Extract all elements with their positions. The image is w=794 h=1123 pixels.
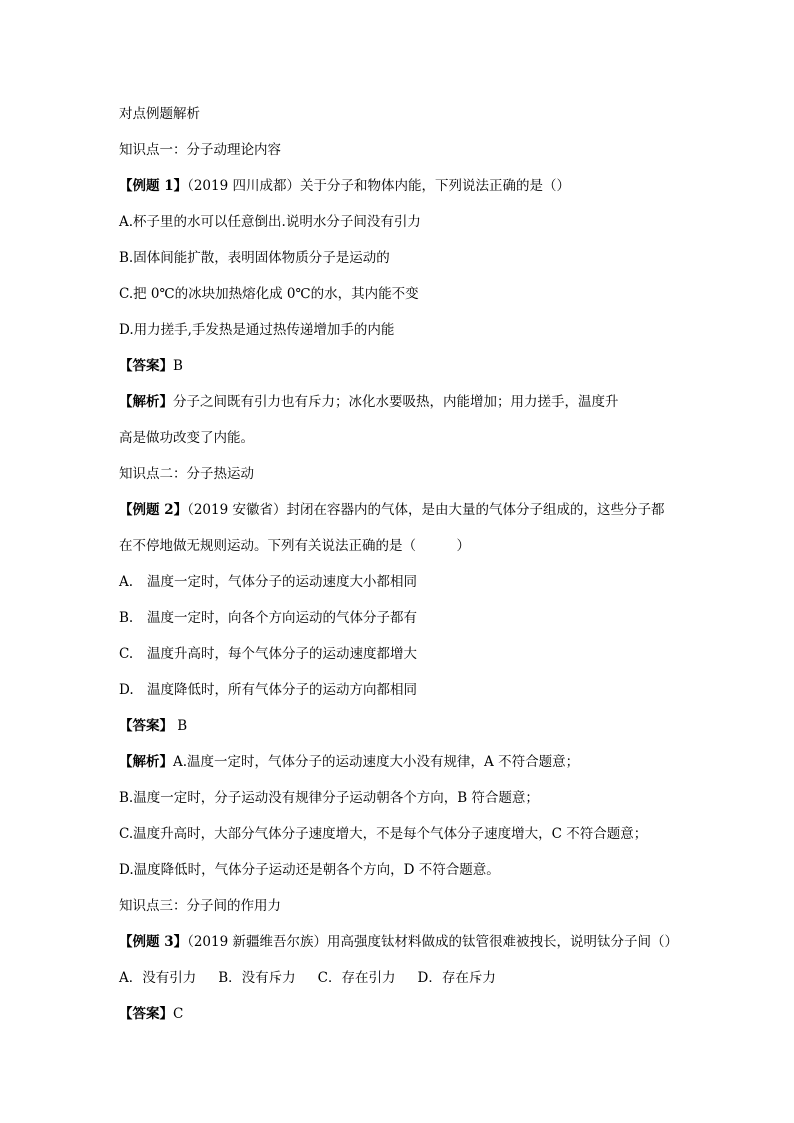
example-1-option-c: C.把 0℃的冰块加热熔化成 0℃的水，其内能不变 — [119, 286, 419, 302]
example-2-option-a — [119, 573, 417, 591]
example-2-source: （2019 安徽省） — [187, 502, 287, 518]
example-2-answer — [119, 717, 187, 735]
analysis-tag: 【解析】 — [119, 394, 173, 410]
example-2-analysis-line-2: B.温度一定时，分子运动没有规律分子运动朝各个方向，B 符合题意； — [119, 790, 539, 806]
answer-value: B — [173, 358, 183, 374]
answer-value: B — [173, 718, 188, 734]
option-letter: B. — [119, 610, 134, 626]
knowledge-point-3: 知识点三：分子间的作用力 — [119, 898, 281, 914]
example-1-option-a: A.杯子里的水可以任意倒出.说明水分子间没有引力 — [119, 214, 421, 230]
example-2-stem: 封闭在容器内的气体，是由大量的气体分子组成的，这些分子都 — [286, 502, 665, 518]
example-2-option-c — [119, 645, 417, 663]
example-2-tag: 【例题 2】 — [119, 502, 188, 518]
example-1-analysis-line-1 — [119, 393, 619, 411]
example-1-stem: 关于分子和物体内能，下列说法正确的是（） — [300, 178, 570, 194]
option-letter: C. — [119, 646, 134, 662]
answer-tag: 【答案】 — [119, 1006, 173, 1022]
knowledge-point-1: 知识点一：分子动理论内容 — [119, 142, 281, 158]
knowledge-point-2: 知识点二：分子热运动 — [119, 466, 254, 482]
analysis-text: A.温度一定时，气体分子的运动速度大小没有规律，A 不符合题意； — [173, 754, 580, 770]
section-title: 对点例题解析 — [119, 106, 200, 122]
example-3-stem: 用高强度钛材料做成的钛管很难被拽长，说明钛分子间（） — [327, 934, 678, 950]
example-1-answer — [119, 357, 183, 375]
example-2-analysis-line-4: D.温度降低时，气体分子运动还是朝各个方向，D 不符合题意。 — [119, 862, 500, 878]
analysis-text: 分子之间既有引力也有斥力；冰化水要吸热，内能增加；用力搓手，温度升 — [173, 394, 619, 410]
example-1-option-d: D.用力搓手,手发热是通过热传递增加手的内能 — [119, 322, 395, 338]
choice-d: D．存在斥力 — [417, 970, 496, 986]
option-text: 温度一定时，向各个方向运动的气体分子都有 — [147, 610, 417, 626]
answer-value: C — [173, 1006, 184, 1022]
example-3-answer — [119, 1005, 183, 1023]
example-1-question — [119, 177, 570, 195]
answer-tag: 【答案】 — [119, 718, 173, 734]
example-2-analysis-line-1 — [119, 753, 579, 771]
example-2-option-b — [119, 609, 417, 627]
example-1-source: （2019 四川成都） — [187, 178, 300, 194]
option-text: 温度一定时，气体分子的运动速度大小都相同 — [147, 574, 417, 590]
example-3-question — [119, 933, 678, 951]
example-3-tag: 【例题 3】 — [119, 934, 188, 950]
example-3-choices — [119, 969, 518, 987]
option-letter: A. — [119, 574, 134, 590]
choice-a: A．没有引力 — [119, 970, 197, 986]
option-text: 温度升高时，每个气体分子的运动速度都增大 — [147, 646, 417, 662]
example-1-tag: 【例题 1】 — [119, 178, 188, 194]
analysis-tag: 【解析】 — [119, 754, 173, 770]
example-2-question-line-1 — [119, 501, 665, 519]
example-3-source: （2019 新疆维吾尔族） — [187, 934, 327, 950]
example-2-analysis-line-3: C.温度升高时，大部分气体分子速度增大，不是每个气体分子速度增大，C 不符合题意； — [119, 826, 648, 842]
option-letter: D. — [119, 682, 134, 698]
option-text: 温度降低时，所有气体分子的运动方向都相同 — [147, 682, 417, 698]
choice-c: C．存在引力 — [317, 970, 396, 986]
example-2-option-d — [119, 681, 417, 699]
example-2-question-line-2: 在不停地做无规则运动。下列有关说法正确的是（ ） — [119, 538, 470, 554]
example-1-analysis-line-2: 高是做功改变了内能。 — [119, 430, 254, 446]
choice-b: B．没有斥力 — [218, 970, 296, 986]
answer-tag: 【答案】 — [119, 358, 173, 374]
example-1-option-b: B.固体间能扩散，表明固体物质分子是运动的 — [119, 250, 390, 266]
